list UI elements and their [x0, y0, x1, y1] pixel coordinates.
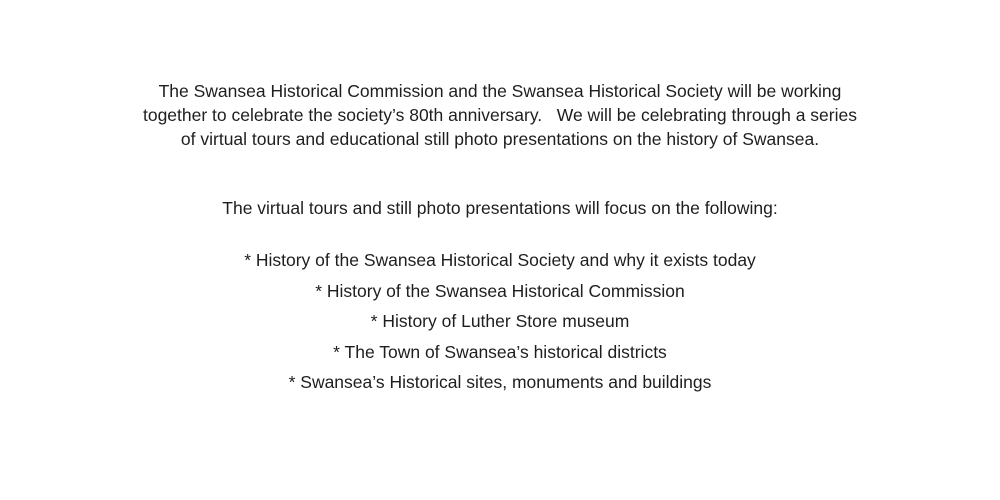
focus-heading: The virtual tours and still photo presentations will focus on the following: [222, 198, 778, 218]
intro-line: The Swansea Historical Commission and the Swansea Historical Society will be working [158, 81, 842, 101]
intro-paragraph [0, 79, 1000, 151]
list-item: * History of the Swansea Historical Society and why it exists today [244, 250, 756, 270]
list-item: * Swansea’s Historical sites, monuments and buildings [288, 372, 712, 392]
focus-list [0, 248, 1000, 401]
list-item: * History of Luther Store museum [370, 311, 630, 331]
intro-line: together to celebrate the society’s 80th anniversary. We will be celebrating through a series [142, 105, 857, 125]
list-item: * History of the Swansea Historical Commission [315, 280, 685, 301]
intro-line: of virtual tours and educational still photo presentations on the history of Swansea. [180, 129, 820, 149]
list-item: * The Town of Swansea’s historical districts [333, 341, 667, 362]
